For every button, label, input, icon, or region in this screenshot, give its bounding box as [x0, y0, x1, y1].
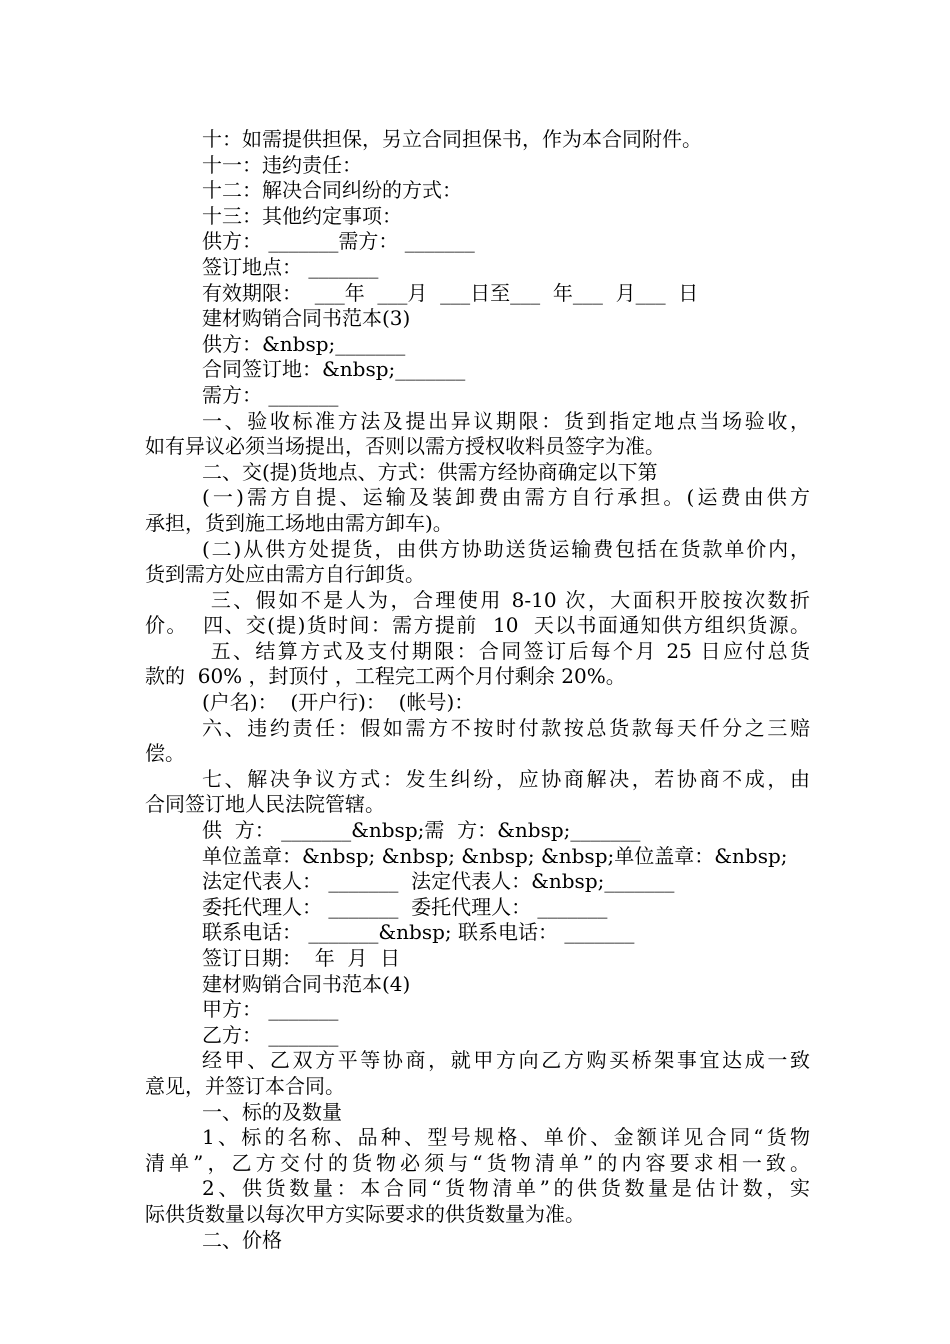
text-line: 清单”，乙方交付的货物必须与“货物清单”的内容要求相一致。 [145, 1150, 810, 1175]
document-body [145, 127, 810, 1253]
text-line: 法定代表人： _______ 法定代表人：&nbsp;_______ [202, 869, 675, 894]
text-line: 意见，并签订本合同。 [145, 1073, 345, 1098]
text-line: 有效期限： ___年 ___月 ___日至___ 年___ 月___ 日 [202, 280, 699, 305]
text-line: 1、标的名称、品种、型号规格、单价、金额详见合同“货物 [202, 1125, 810, 1150]
text-line: 供方：&nbsp;_______ [202, 331, 406, 356]
text-line: 际供货数量以每次甲方实际要求的供货数量为准。 [145, 1201, 585, 1226]
text-line: 承担，货到施工场地由需方卸车)。 [145, 510, 453, 535]
text-line: 单位盖章：&nbsp; &nbsp; &nbsp; &nbsp;单位盖章：&nbsp; [202, 843, 788, 868]
text-line: 一、验收标准方法及提出异议期限：货到指定地点当场验收， [202, 408, 810, 433]
text-line: 十一：违约责任： [202, 152, 362, 177]
text-line: 合同签订地：&nbsp;_______ [202, 357, 466, 382]
text-line: 六、违约责任：假如需方不按时付款按总货款每天仟分之三赔 [202, 715, 810, 740]
text-line: 二、交(提)货地点、方式：供需方经协商确定以下第 [202, 459, 658, 484]
text-line: 2、供货数量：本合同“货物清单”的供货数量是估计数，实 [202, 1176, 810, 1201]
text-line: 经甲、乙双方平等协商，就甲方向乙方购买桥架事宜达成一致 [202, 1048, 810, 1073]
text-line: 甲方： _______ [202, 997, 339, 1022]
text-line: 需方： _______ [202, 382, 339, 407]
text-line: 供方： _______需方： _______ [202, 229, 475, 254]
text-line: 款的 60% ，封顶付 ，工程完工两个月付剩余 20%。 [145, 664, 626, 689]
text-line: 五、结算方式及支付期限：合同签订后每个月 25 日应付总货 [202, 638, 810, 663]
text-line: 合同签订地人民法院管辖。 [145, 792, 385, 817]
text-line: 建材购销合同书范本(4) [202, 971, 411, 996]
text-line: (户名)： (开户行)： (帐号)： [202, 690, 475, 715]
text-line: 乙方： _______ [202, 1022, 339, 1047]
text-line: 偿。 [145, 741, 185, 766]
text-line: 委托代理人： _______ 委托代理人： _______ [202, 894, 608, 919]
text-line: 签订地点： _______ [202, 254, 379, 279]
text-line: 十三：其他约定事项： [202, 203, 402, 228]
text-line: 建材购销合同书范本(3) [202, 306, 411, 331]
text-line: 签订日期： 年 月 日 [202, 946, 401, 970]
text-line: 十：如需提供担保，另立合同担保书，作为本合同附件。 [202, 127, 702, 151]
text-line: 如有异议必须当场提出，否则以需方授权收料员签字为准。 [145, 434, 665, 459]
text-line: 三、假如不是人为，合理使用 8-10 次，大面积开胶按次数折 [202, 587, 810, 612]
text-line: 价。 四、交(提)货时间：需方提前 10 天以书面通知供方组织货源。 [145, 613, 810, 638]
text-line: (一)需方自提、运输及装卸费由需方自行承担。(运费由供方 [202, 485, 810, 510]
text-line: 十二：解决合同纠纷的方式： [202, 178, 462, 203]
text-line: 七、解决争议方式：发生纠纷，应协商解决，若协商不成，由 [202, 766, 810, 791]
text-line: 一、标的及数量 [202, 1099, 342, 1124]
text-line: 联系电话： _______&nbsp; 联系电话： _______ [202, 920, 635, 945]
text-line: 供 方： _______&nbsp;需 方：&nbsp;_______ [202, 818, 641, 843]
text-line: (二)从供方处提货，由供方协助送货运输费包括在货款单价内， [202, 536, 810, 561]
text-line: 货到需方处应由需方自行卸货。 [145, 562, 425, 587]
text-line: 二、价格 [202, 1227, 282, 1252]
